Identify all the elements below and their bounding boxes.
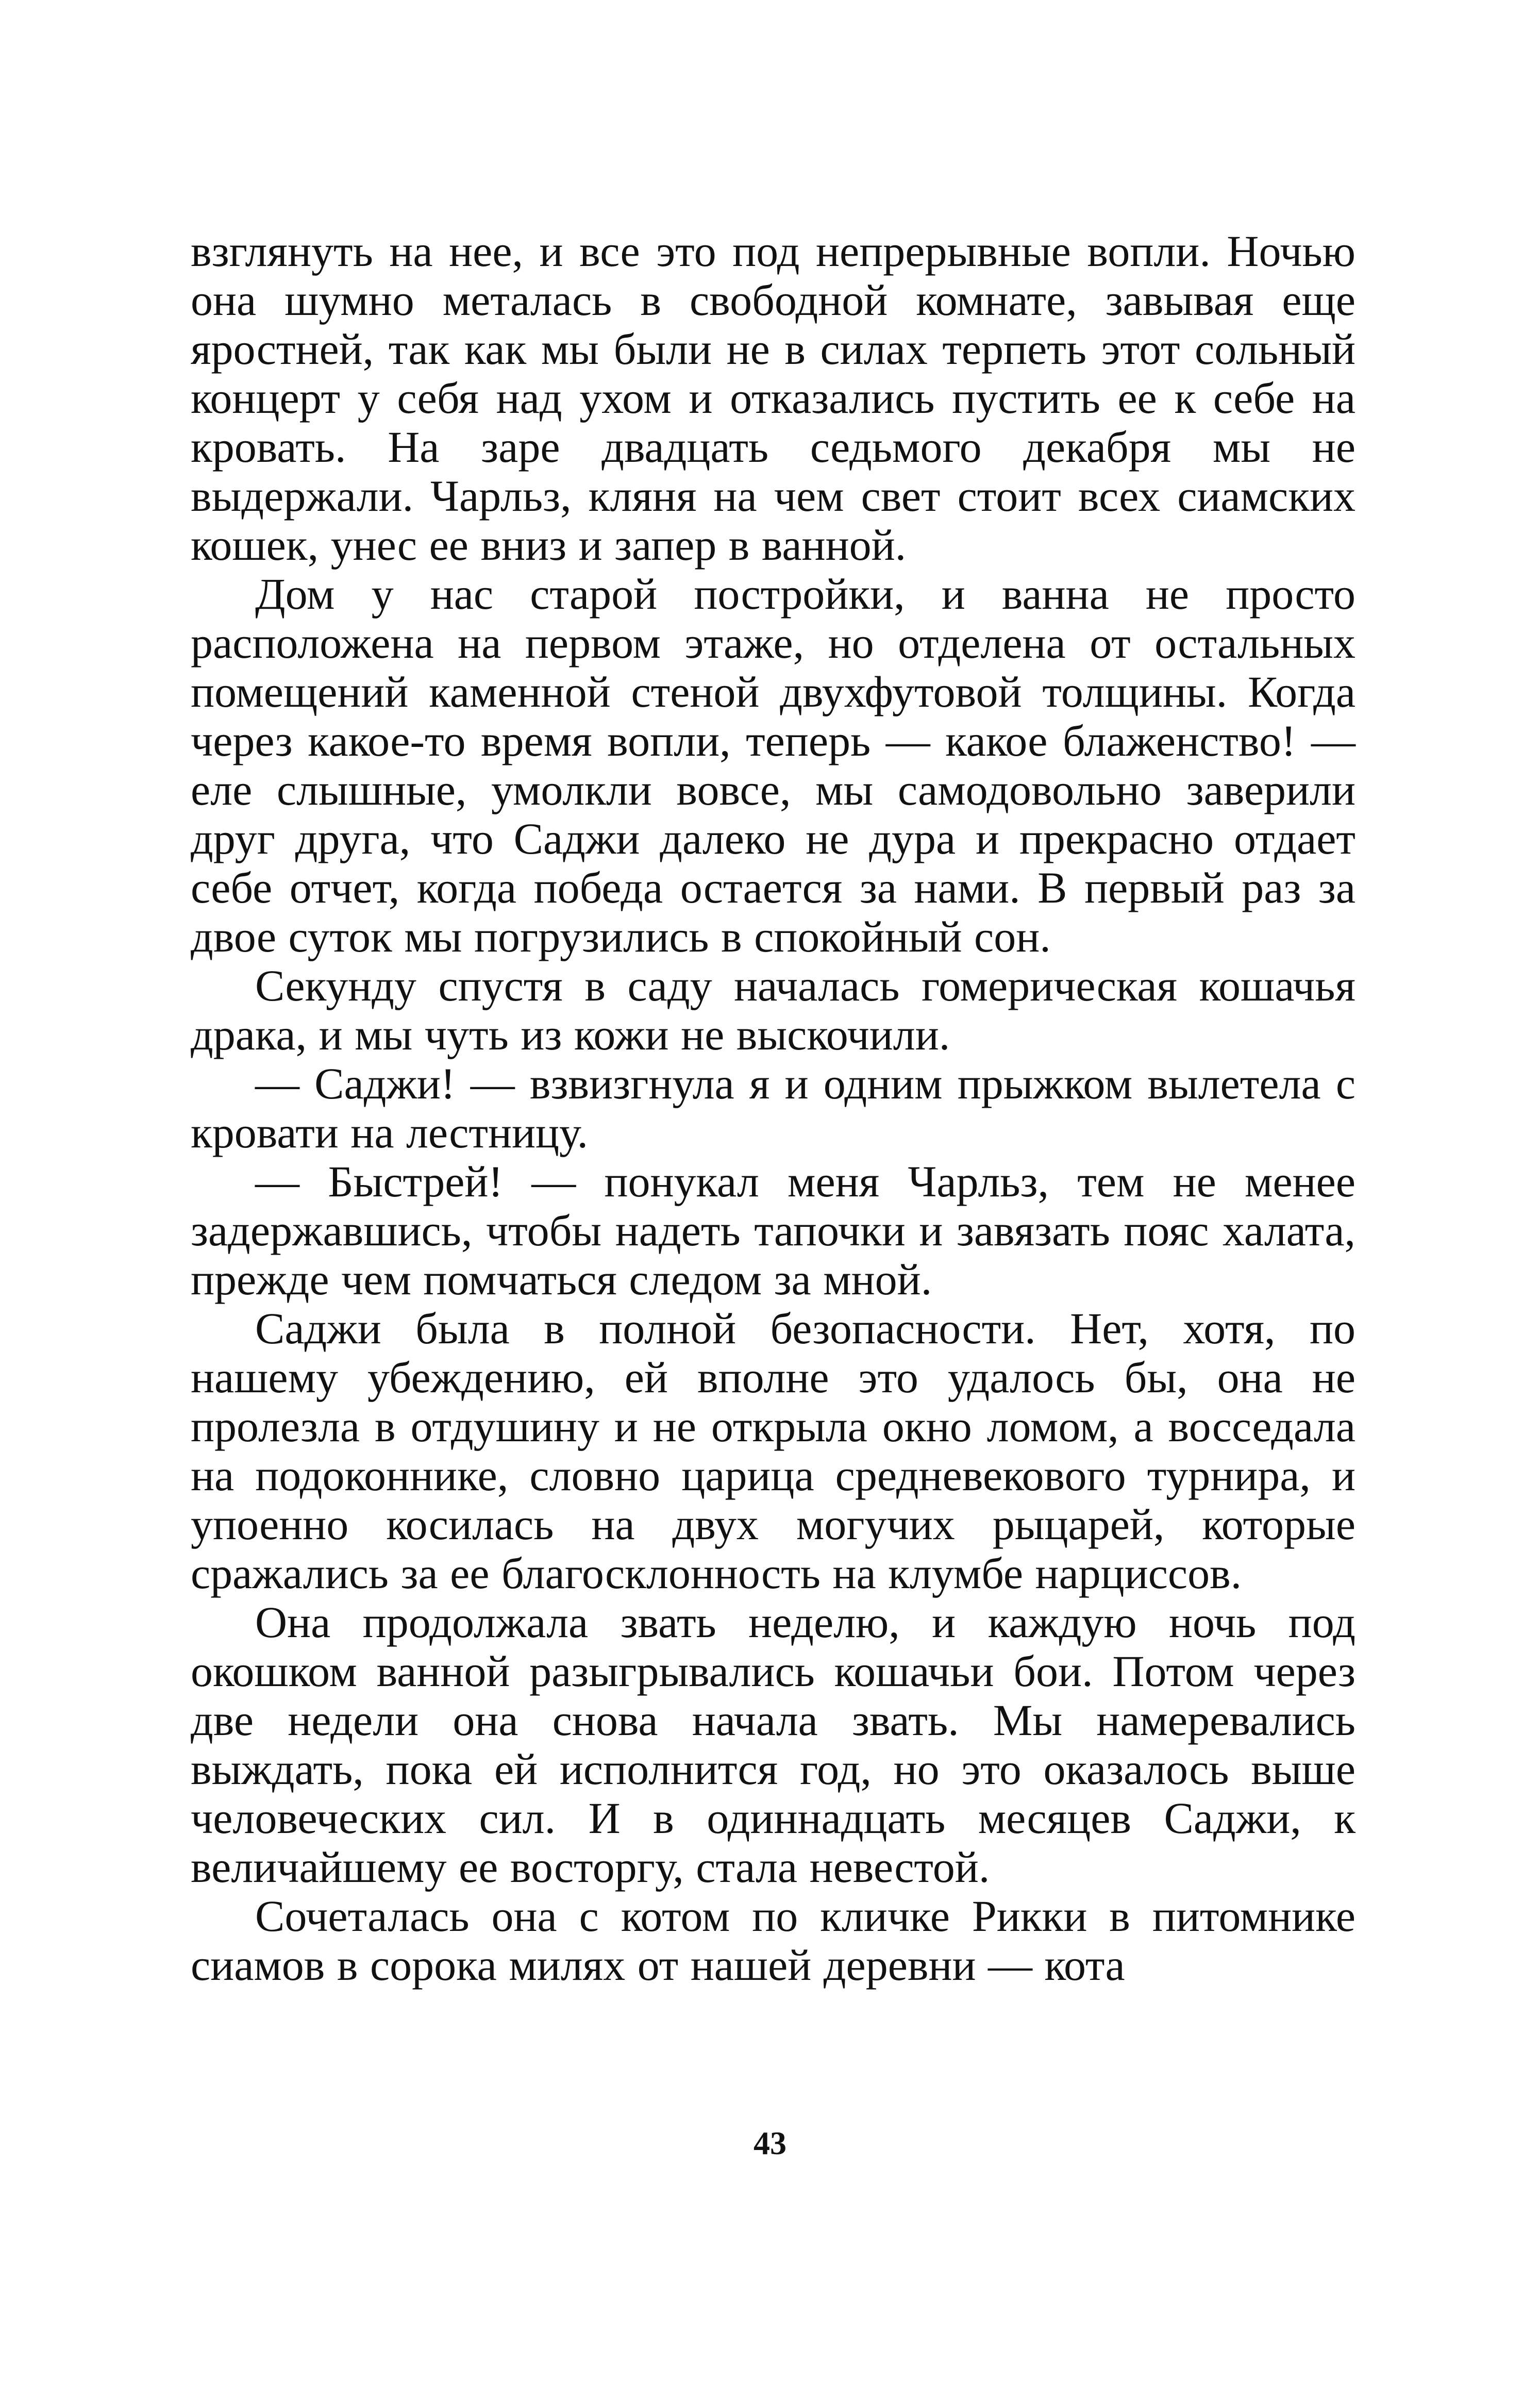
paragraph-8: Сочеталась она с котом по кличке Рикки в питомнике сиамов в сорока милях от нашей деревни — кота — [191, 1891, 1355, 1990]
paragraph-5: — Быстрей! — понукал меня Чарльз, тем не менее задержавшись, чтобы надеть тапочки и завязать пояс халата, прежде чем помчаться следом за мной. — [191, 1157, 1355, 1304]
paragraph-6: Саджи была в полной безопасности. Нет, хотя, по нашему убеждению, ей вполне это удалось бы, она не пролезла в отдушину и не открыла окно ломом, а восседала на подоконнике, словно царица средневекового турнира, и упоенно косилась на двух могучих рыцарей, которые сражались за ее благосклонность на клумбе нарциссов. — [191, 1304, 1355, 1598]
paragraph-4: — Саджи! — взвизгнула я и одним прыжком вылетела с кровати на лестницу. — [191, 1059, 1355, 1157]
paragraph-7: Она продолжала звать неделю, и каждую ночь под окошком ванной разыгрывались кошачьи бои. Потом через две недели она снова начала звать. Мы намеревались выждать, пока ей исполнится год, но это оказалось выше человеческих сил. И в одиннадцать месяцев Саджи, к величайшему ее восторгу, стала невестой. — [191, 1597, 1355, 1892]
paragraph-2: Дом у нас старой постройки, и ванна не просто расположена на первом этаже, но отделена от остальных помещений каменной стеной двухфутовой толщины. Когда через какое-то время вопли, теперь — какое блаженство! — еле слышные, умолкли вовсе, мы самодовольно заверили друг друга, что Саджи далеко не дура и прекрасно отдает себе отчет, когда победа остается за нами. В первый раз за двое суток мы погрузились в спокойный сон. — [191, 569, 1355, 961]
page-body — [191, 227, 1355, 1990]
paragraph-1: взглянуть на нее, и все это под непрерывные вопли. Ночью она шумно металась в свободной комнате, завывая еще яростней, так как мы были не в силах терпеть этот сольный концерт у себя над ухом и отказались пустить ее к себе на кровать. На заре двадцать седьмого декабря мы не выдержали. Чарльз, кляня на чем свет стоит всех сиамских кошек, унес ее вниз и запер в ванной. — [191, 226, 1355, 570]
paragraph-3: Секунду спустя в саду началась гомерическая кошачья драка, и мы чуть из кожи не выскочили. — [191, 961, 1355, 1059]
page-number: 43 — [754, 2125, 786, 2161]
